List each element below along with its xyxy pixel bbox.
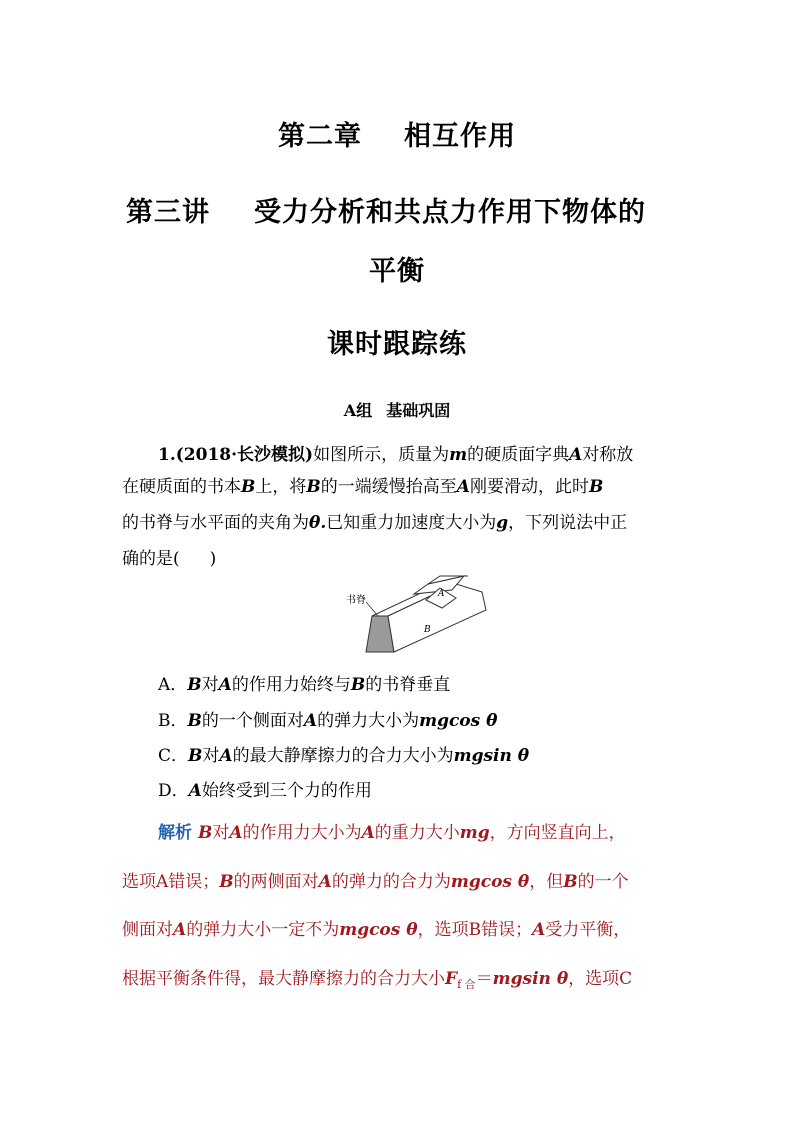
- question-line-2: [122, 472, 603, 497]
- group-name: 基础巩固: [386, 401, 451, 420]
- dictionary-on-book-figure: [344, 572, 492, 654]
- var: A: [218, 675, 232, 695]
- var-B: B: [241, 477, 256, 497]
- option-a: [158, 670, 450, 695]
- text: ): [209, 549, 217, 569]
- chapter-number: 第二章: [278, 121, 362, 152]
- var: A: [219, 746, 233, 766]
- text: 对: [201, 675, 219, 695]
- var-A: A: [569, 445, 583, 465]
- option-key: A．: [158, 675, 188, 695]
- text: 根据平衡条件得，最大静摩擦力的合力大小: [122, 969, 445, 989]
- option-b: [158, 706, 497, 731]
- analysis-line-4: [122, 964, 632, 992]
- var: B: [350, 675, 366, 695]
- text: 对称放: [582, 445, 634, 465]
- var: mg: [459, 823, 490, 843]
- var-B: B: [306, 477, 321, 497]
- var: B: [219, 872, 234, 892]
- text: 确的是(: [122, 549, 180, 569]
- text: 的弹力大小一定不为: [186, 920, 340, 940]
- question-line-4: [122, 544, 216, 569]
- lecture-title-line2: 平衡: [369, 256, 425, 287]
- var: A: [229, 823, 243, 843]
- question-line-3: [122, 508, 627, 533]
- var-g: g: [496, 513, 509, 533]
- var: A: [303, 711, 318, 731]
- text: ＝: [475, 969, 493, 989]
- text: 已知重力加速度大小为: [326, 513, 497, 533]
- subscript: f 合: [457, 978, 476, 991]
- option-key: B．: [158, 711, 188, 731]
- question-source: (2018·长沙模拟): [175, 445, 314, 465]
- lecture-title: [126, 190, 646, 229]
- option-key: D．: [158, 781, 189, 801]
- var: A: [318, 872, 332, 892]
- option-c: [158, 741, 529, 766]
- text: 的书脊垂直: [365, 675, 451, 695]
- var: B: [198, 823, 213, 843]
- text: 的一个侧面对: [201, 711, 304, 731]
- chapter-title: [0, 114, 794, 153]
- var: B: [187, 711, 202, 731]
- analysis-line-1: [122, 818, 626, 843]
- var: B: [563, 872, 578, 892]
- subtitle: 课时跟踪练: [327, 329, 467, 360]
- text: 的最大静摩擦力的合力大小为: [232, 746, 454, 766]
- text: ，选项B错误；: [417, 920, 533, 940]
- text: 的弹力大小为: [317, 711, 420, 731]
- option-key: C．: [158, 746, 189, 766]
- var-theta: θ.: [309, 513, 327, 533]
- group-label: A组: [343, 401, 373, 420]
- text: 的两侧面对: [233, 872, 319, 892]
- var: A: [173, 920, 187, 940]
- text: 侧面对: [122, 920, 173, 940]
- text: 上，将: [255, 477, 307, 497]
- var: B: [188, 746, 203, 766]
- text: 的硬质面字典: [467, 445, 570, 465]
- analysis-label: 解析: [158, 823, 192, 843]
- analysis-line-2: [122, 867, 629, 892]
- chapter-name: 相互作用: [404, 121, 516, 152]
- text: 选项A错误；: [122, 872, 220, 892]
- var-A: A: [456, 477, 470, 497]
- text: 如图所示，质量为: [313, 445, 450, 465]
- text: ，方向竖直向上，: [489, 823, 626, 843]
- analysis-line-3: [122, 915, 630, 940]
- var: A: [532, 920, 546, 940]
- text: 的作用力始终与: [231, 675, 351, 695]
- var: F: [445, 969, 458, 989]
- lecture-number: 第三讲: [126, 197, 210, 228]
- lecture-title-line1: 受力分析和共点力作用下物体的: [254, 197, 646, 228]
- text: 始终受到三个力的作用: [201, 781, 372, 801]
- var: A: [188, 781, 202, 801]
- text: 对: [212, 823, 230, 843]
- group-heading: [0, 398, 794, 421]
- spine-label: 书脊: [346, 595, 366, 606]
- formula: mgsin θ: [453, 746, 530, 766]
- formula: mgcos θ: [419, 711, 498, 731]
- spine-leader-line: [366, 602, 378, 616]
- text: 的作用力大小为: [242, 823, 362, 843]
- label-B: B: [424, 625, 431, 635]
- text: 的重力大小: [374, 823, 460, 843]
- var-B: B: [588, 477, 604, 497]
- question-number: 1.: [158, 445, 176, 465]
- formula: mgcos θ: [450, 872, 530, 892]
- text: 受力平衡，: [545, 920, 631, 940]
- text: ，选项C: [568, 969, 633, 989]
- text: 刚要滑动，此时: [469, 477, 589, 497]
- text: 的一个: [577, 872, 629, 892]
- text: 的书脊与水平面的夹角为: [122, 513, 309, 533]
- text: 的一端缓慢抬高至: [320, 477, 457, 497]
- var: A: [361, 823, 375, 843]
- formula: mgcos θ: [339, 920, 418, 940]
- var: B: [187, 675, 202, 695]
- text: 的弹力的合力为: [331, 872, 451, 892]
- text: 在硬质面的书本: [122, 477, 241, 497]
- text: 对: [202, 746, 220, 766]
- formula: mgsin θ: [492, 969, 569, 989]
- option-d: [158, 776, 372, 801]
- text: ，下列说法中正: [508, 513, 628, 533]
- question-line-1: [122, 440, 633, 465]
- var-m: m: [449, 445, 468, 465]
- label-A: A: [438, 589, 445, 599]
- text: ，但: [529, 872, 564, 892]
